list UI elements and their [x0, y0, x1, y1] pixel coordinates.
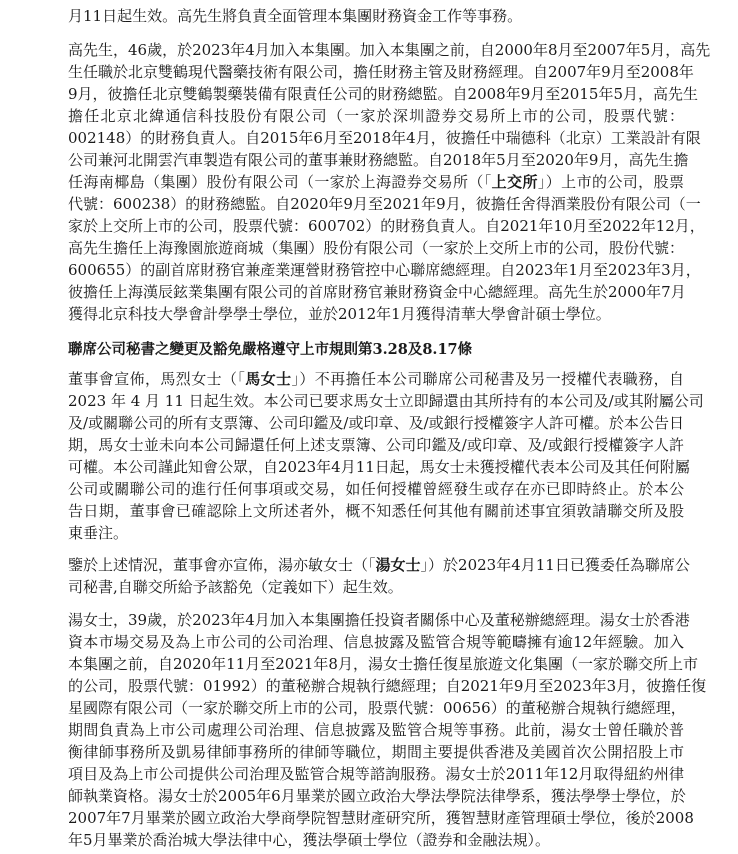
text-line: 2007年7月畢業於國立政治大學商學院智慧財產研究所，獲智慧財產管理碩士學位，後於2008 [68, 809, 694, 827]
text-line: 期間負責為上市公司處理公司治理、信息披露及監管合規等事務。此前，湯女士曾任職於普 [68, 721, 684, 739]
text-line: 師執業資格。湯女士於2005年6月畢業於國立政治大學法學院法律學系，獲法學學士學位，於 [68, 787, 686, 805]
text-line: 本集團之前，自2020年11月至2021年8月，湯女士擔任復星旅遊文化集團（一家於聯交所上市 [68, 655, 698, 673]
text-line: 項目及為上市公司提供公司治理及監管合規等諮詢服務。湯女士於2011年12月取得紐約州律 [68, 765, 684, 783]
defined-term: 馬女士 [245, 370, 292, 388]
text-line: 擔任北京北緯通信科技股份有限公司（一家於深圳證券交易所上市的公司，股票代號： [68, 107, 684, 125]
text-fragment: 董事會宣佈，馬烈女士（「 [68, 370, 246, 388]
text-line: 9月，彼擔任北京雙鶴製藥裝備有限責任公司的財務總監。自2008年9月至2015年5月，高先生 [68, 85, 698, 103]
text-line: 公司兼河北開雲汽車製造有限公司的董事兼財務總監。自2018年5月至2020年9月，高先生擔 [68, 151, 689, 169]
text-line: 星國際有限公司（一家於聯交所上市的公司，股票代號：00656）的董秘辦合規執行總經理， [68, 699, 686, 717]
text-fragment: 」）於2023年4月11日已獲委任為聯席公 [420, 556, 690, 574]
text-line [68, 171, 684, 193]
text-line: 年5月畢業於喬治城大學法律中心，獲法學碩士學位（證券和金融法規）。 [68, 831, 551, 849]
defined-term: 湯女士 [375, 556, 421, 574]
text-line: 可權。本公司謹此知會公眾，自2023年4月11日起，馬女士未獲授權代表本公司及其任何附屬 [68, 458, 690, 476]
paragraph-tang-appointment [68, 554, 690, 598]
paragraph-continuation [68, 5, 684, 27]
text-line: 及/或關聯公司的所有支票簿、公司印鑑及/或印章、及/或銀行授權簽字人許可權。於本公告日 [68, 414, 684, 432]
text-line: 衡律師事務所及凱易律師事務所的律師等職位，期間主要提供香港及美國首次公開招股上市 [68, 743, 684, 761]
text-line: 東垂注。 [68, 524, 129, 542]
text-fragment: 」）上市的公司，股票 [537, 173, 684, 191]
text-line: 002148）的財務負責人。自2015年6月至2018年4月，彼擔任中瑞德科（北京）工業設計有限 [68, 129, 701, 147]
text-line: 高先生，46歲，於2023年4月加入本集團。加入本集團之前，自2000年8月至2007年5月，高先 [68, 41, 711, 59]
text-line: 生任職於北京雙鶴現代醫藥技術有限公司，擔任財務主管及財務經理。自2007年9月至2008年 [68, 63, 694, 81]
text-line: 2023 年 4 月 11 日起生效。本公司已要求馬女士立即歸還由其所持有的本公司及/或其附屬公司 [68, 392, 704, 410]
text-line: 的公司，股票代號：01992）的董秘辦合規執行總經理；自2021年9月至2023年3月，彼擔任復 [68, 677, 707, 695]
paragraph-gao-biography [68, 39, 711, 325]
text-line: 期，馬女士並未向本公司歸還任何上述支票簿、公司印鑑及/或印章、及/或銀行授權簽字人許 [68, 436, 684, 454]
text-fragment: 鑒於上述情況，董事會亦宣佈，湯亦敏女士（「 [68, 556, 376, 574]
paragraph-ma-resignation [68, 368, 704, 544]
text-line: 高先生擔任上海豫園旅遊商城（集團）股份有限公司（一家於上交所上市的公司，股份代號： [68, 239, 684, 257]
defined-term: 上交所 [491, 173, 538, 191]
text-line: 公司或關聯公司的進行任何事項或交易，如任何授權曾經發生或存在亦已即時終止。於本公 [68, 480, 684, 498]
text-line: 湯女士，39歲，於2023年4月加入本集團擔任投資者關係中心及董秘辦總經理。湯女士於香港 [68, 611, 690, 629]
text-fragment: 」）不再擔任本公司聯席公司秘書及另一授權代表職務，自 [291, 370, 684, 388]
text-line: 家於上交所上市的公司，股票代號：600702）的財務負責人。自2021年10月至2022年12月， [68, 217, 705, 235]
text-line [68, 554, 690, 576]
text-line: 獲得北京科技大學會計學學士學位，並於2012年1月獲得清華大學會計碩士學位。 [68, 305, 611, 323]
text-line: 告日期，董事會已確認除上文所述者外，概不知悉任何其他有關前述事宜須敦請聯交所及股 [68, 502, 684, 520]
text-fragment: 任海南椰島（集團）股份有限公司（一家於上海證券交易所（「 [68, 173, 492, 191]
paragraph-tang-biography [68, 609, 707, 851]
text-line: 代號：600238）的財務總監。自2020年9月至2021年9月，彼擔任舍得酒業股份有限公司（一 [68, 195, 701, 213]
text-line: 600655）的副首席財務官兼產業運營財務管控中心聯席總經理。自2023年1月至2023年3月， [68, 261, 701, 279]
text-line: 月11日起生效。高先生將負責全面管理本集團財務資金工作等事務。 [68, 7, 523, 25]
text-line: 資本市場交易及為上市公司的公司治理、信息披露及監管合規等範疇擁有逾12年經驗。加入 [68, 633, 684, 651]
text-line [68, 368, 684, 390]
text-line: 彼擔任上海漢辰鉉業集團有限公司的首席財務官兼財務資金中心總經理。高先生於2000年7月 [68, 283, 686, 301]
text-line: 司秘書,自聯交所給予該豁免（定義如下）起生效。 [68, 578, 403, 596]
section-heading: 聯席公司秘書之變更及豁免嚴格遵守上市規則第3.28及8.17條 [68, 341, 473, 358]
